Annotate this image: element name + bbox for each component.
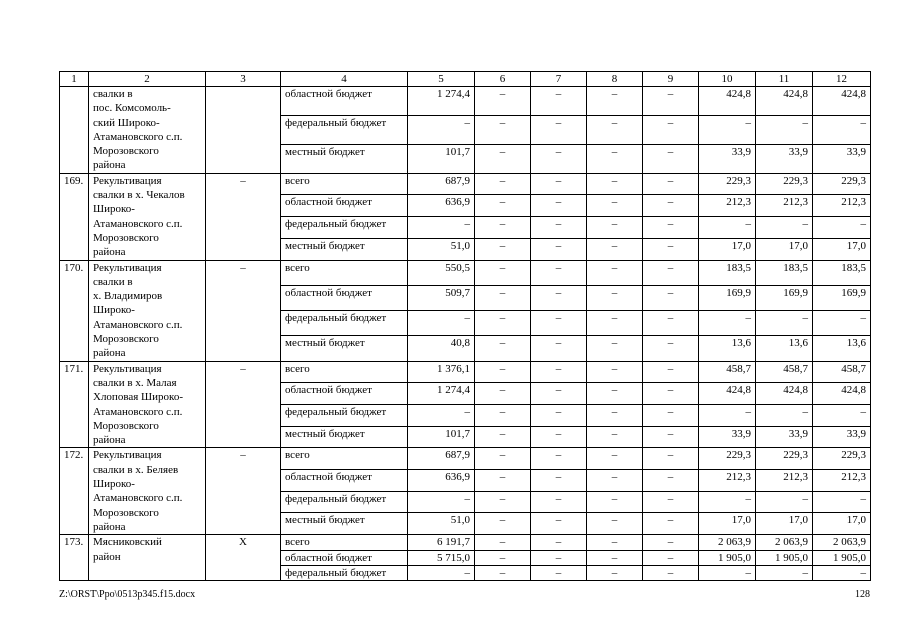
value-cell: – xyxy=(643,405,699,427)
item-name-line: свалки в xyxy=(93,275,133,288)
value-cell: 5 715,0 xyxy=(408,550,475,565)
item-name-line: район xyxy=(93,550,121,563)
value-cell: – xyxy=(643,361,699,383)
value-cell: 424,8 xyxy=(756,383,813,405)
item-name-line: Морозовского xyxy=(93,506,159,519)
value-cell: – xyxy=(643,173,699,195)
value-cell: 33,9 xyxy=(756,426,813,448)
item-name-line: ский Широко- xyxy=(93,116,160,129)
item-name-line: Атамановского с.п. xyxy=(93,217,183,230)
value-cell: – xyxy=(408,491,475,513)
value-cell: 2 063,9 xyxy=(813,535,871,550)
value-cell: – xyxy=(531,448,587,470)
funding-source: федеральный бюджет xyxy=(281,405,408,427)
value-cell: – xyxy=(531,491,587,513)
executor-cell: – xyxy=(206,361,281,448)
column-header: 11 xyxy=(756,72,813,87)
value-cell: – xyxy=(699,217,756,239)
value-cell: 636,9 xyxy=(408,195,475,217)
item-name-line: Рекультивация xyxy=(93,362,162,375)
value-cell: – xyxy=(531,361,587,383)
table-row xyxy=(60,87,871,116)
item-name-line: Атамановского с.п. xyxy=(93,130,183,143)
value-cell: – xyxy=(699,491,756,513)
value-cell: – xyxy=(587,238,643,260)
value-cell: – xyxy=(408,115,475,144)
value-cell: – xyxy=(408,565,475,580)
item-name-line: х. Владимиров xyxy=(93,290,163,303)
funding-source: местный бюджет xyxy=(281,238,408,260)
value-cell: – xyxy=(475,426,531,448)
value-cell: – xyxy=(475,144,531,173)
value-cell: 229,3 xyxy=(699,173,756,195)
item-number: 172. xyxy=(60,448,89,535)
value-cell: – xyxy=(587,217,643,239)
value-cell: 101,7 xyxy=(408,426,475,448)
value-cell: – xyxy=(531,144,587,173)
funding-source: областной бюджет xyxy=(281,383,408,405)
value-cell: 169,9 xyxy=(699,285,756,310)
funding-source: местный бюджет xyxy=(281,144,408,173)
value-cell: 17,0 xyxy=(756,513,813,535)
value-cell: – xyxy=(587,336,643,361)
funding-source: федеральный бюджет xyxy=(281,115,408,144)
item-name xyxy=(89,535,206,581)
value-cell: 169,9 xyxy=(813,285,871,310)
value-cell: 212,3 xyxy=(756,470,813,492)
item-name xyxy=(89,87,206,174)
table-row xyxy=(60,448,871,470)
value-cell: – xyxy=(643,195,699,217)
value-cell: – xyxy=(475,260,531,285)
value-cell: 229,3 xyxy=(813,173,871,195)
value-cell: – xyxy=(475,361,531,383)
value-cell: 424,8 xyxy=(813,87,871,116)
value-cell: – xyxy=(531,426,587,448)
item-name xyxy=(89,448,206,535)
table-row xyxy=(60,535,871,550)
funding-source: областной бюджет xyxy=(281,285,408,310)
value-cell: 550,5 xyxy=(408,260,475,285)
table-row xyxy=(60,173,871,195)
value-cell: 33,9 xyxy=(813,144,871,173)
item-name-line: Рекультивация xyxy=(93,174,162,187)
value-cell: – xyxy=(475,173,531,195)
value-cell: – xyxy=(587,260,643,285)
item-name-line: свалки в х. Беляев xyxy=(93,463,179,476)
value-cell: 17,0 xyxy=(699,513,756,535)
value-cell: – xyxy=(475,491,531,513)
item-name-line: свалки в xyxy=(93,88,133,100)
value-cell: 1 274,4 xyxy=(408,87,475,116)
value-cell: 229,3 xyxy=(813,448,871,470)
funding-source: федеральный бюджет xyxy=(281,491,408,513)
value-cell: – xyxy=(643,565,699,580)
table-row xyxy=(60,260,871,285)
value-cell: 13,6 xyxy=(756,336,813,361)
column-header: 8 xyxy=(587,72,643,87)
value-cell: – xyxy=(643,383,699,405)
value-cell: – xyxy=(813,491,871,513)
value-cell: 51,0 xyxy=(408,513,475,535)
value-cell: – xyxy=(699,311,756,336)
value-cell: 183,5 xyxy=(756,260,813,285)
item-name-line: района xyxy=(93,159,126,172)
value-cell: 17,0 xyxy=(699,238,756,260)
item-number: 171. xyxy=(60,361,89,448)
value-cell: – xyxy=(756,491,813,513)
value-cell: – xyxy=(475,405,531,427)
value-cell: – xyxy=(587,491,643,513)
value-cell: 424,8 xyxy=(813,383,871,405)
column-header: 6 xyxy=(475,72,531,87)
column-header: 10 xyxy=(699,72,756,87)
funding-source: федеральный бюджет xyxy=(281,311,408,336)
item-name-line: района xyxy=(93,246,126,259)
executor-cell: – xyxy=(206,260,281,361)
value-cell: – xyxy=(531,173,587,195)
item-name-line: Атамановского с.п. xyxy=(93,492,183,505)
value-cell: – xyxy=(531,383,587,405)
item-name-line: Широко- xyxy=(93,304,135,317)
value-cell: – xyxy=(813,311,871,336)
value-cell: 13,6 xyxy=(699,336,756,361)
value-cell: 1 905,0 xyxy=(699,550,756,565)
value-cell: 229,3 xyxy=(756,173,813,195)
value-cell: – xyxy=(643,550,699,565)
value-cell: – xyxy=(587,535,643,550)
item-name-line: района xyxy=(93,347,126,360)
value-cell: 1 905,0 xyxy=(756,550,813,565)
value-cell: – xyxy=(475,336,531,361)
value-cell: – xyxy=(475,550,531,565)
value-cell: – xyxy=(643,448,699,470)
value-cell: – xyxy=(475,470,531,492)
value-cell: – xyxy=(531,470,587,492)
value-cell: – xyxy=(531,565,587,580)
value-cell: 424,8 xyxy=(699,87,756,116)
column-header: 9 xyxy=(643,72,699,87)
value-cell: 212,3 xyxy=(756,195,813,217)
value-cell: – xyxy=(475,311,531,336)
value-cell: 17,0 xyxy=(813,513,871,535)
column-header: 3 xyxy=(206,72,281,87)
table-row xyxy=(60,361,871,383)
funding-source: областной бюджет xyxy=(281,470,408,492)
value-cell: – xyxy=(531,87,587,116)
item-name xyxy=(89,173,206,260)
value-cell: 33,9 xyxy=(699,426,756,448)
item-name-line: Атамановского с.п. xyxy=(93,405,183,418)
value-cell: 51,0 xyxy=(408,238,475,260)
value-cell: – xyxy=(643,535,699,550)
value-cell: – xyxy=(531,405,587,427)
funding-source: федеральный бюджет xyxy=(281,565,408,580)
value-cell: 33,9 xyxy=(813,426,871,448)
value-cell: – xyxy=(587,311,643,336)
value-cell: – xyxy=(475,565,531,580)
value-cell: – xyxy=(587,565,643,580)
value-cell: 458,7 xyxy=(813,361,871,383)
value-cell: 687,9 xyxy=(408,173,475,195)
value-cell: 212,3 xyxy=(699,195,756,217)
value-cell: 229,3 xyxy=(756,448,813,470)
item-name-line: района xyxy=(93,434,126,447)
value-cell: – xyxy=(643,115,699,144)
value-cell: – xyxy=(475,383,531,405)
value-cell: 17,0 xyxy=(813,238,871,260)
item-name-line: Широко- xyxy=(93,203,135,216)
column-header: 12 xyxy=(813,72,871,87)
value-cell: – xyxy=(475,513,531,535)
item-name-line: Атамановского с.п. xyxy=(93,318,183,331)
funding-source: всего xyxy=(281,361,408,383)
item-name-line: Хлоповая Широко- xyxy=(93,391,183,404)
value-cell: 1 274,4 xyxy=(408,383,475,405)
value-cell: – xyxy=(587,361,643,383)
value-cell: 183,5 xyxy=(813,260,871,285)
item-name-line: свалки в х. Малая xyxy=(93,376,177,389)
value-cell: – xyxy=(643,470,699,492)
item-name-line: Морозовского xyxy=(93,145,159,158)
value-cell: – xyxy=(587,144,643,173)
value-cell: 2 063,9 xyxy=(699,535,756,550)
value-cell: – xyxy=(531,260,587,285)
value-cell: 212,3 xyxy=(813,470,871,492)
funding-source: всего xyxy=(281,448,408,470)
value-cell: – xyxy=(531,195,587,217)
value-cell: – xyxy=(587,87,643,116)
value-cell: – xyxy=(587,550,643,565)
value-cell: – xyxy=(756,115,813,144)
value-cell: 17,0 xyxy=(756,238,813,260)
executor-cell: Х xyxy=(206,535,281,581)
item-number: 173. xyxy=(60,535,89,581)
funding-source: областной бюджет xyxy=(281,195,408,217)
item-number xyxy=(60,87,89,174)
value-cell: – xyxy=(531,513,587,535)
value-cell: 509,7 xyxy=(408,285,475,310)
value-cell: – xyxy=(531,311,587,336)
value-cell: – xyxy=(699,115,756,144)
value-cell: – xyxy=(756,311,813,336)
value-cell: – xyxy=(531,550,587,565)
page-number: 128 xyxy=(855,589,870,600)
value-cell: – xyxy=(587,513,643,535)
value-cell: – xyxy=(587,173,643,195)
value-cell: – xyxy=(643,260,699,285)
value-cell: – xyxy=(756,565,813,580)
value-cell: 101,7 xyxy=(408,144,475,173)
value-cell: – xyxy=(531,115,587,144)
value-cell: – xyxy=(643,311,699,336)
item-number: 170. xyxy=(60,260,89,361)
value-cell: 636,9 xyxy=(408,470,475,492)
funding-source: местный бюджет xyxy=(281,426,408,448)
value-cell: – xyxy=(756,217,813,239)
budget-table xyxy=(59,71,871,581)
value-cell: 40,8 xyxy=(408,336,475,361)
item-name-line: района xyxy=(93,520,126,533)
value-cell: – xyxy=(699,405,756,427)
item-name-line: Мясниковский xyxy=(93,536,162,549)
value-cell: – xyxy=(587,426,643,448)
value-cell: – xyxy=(587,405,643,427)
value-cell: – xyxy=(531,535,587,550)
value-cell: – xyxy=(813,405,871,427)
funding-source: местный бюджет xyxy=(281,513,408,535)
item-name-line: Рекультивация xyxy=(93,449,162,462)
value-cell: 13,6 xyxy=(813,336,871,361)
item-name-line: пос. Комсомоль- xyxy=(93,102,171,115)
value-cell: 458,7 xyxy=(699,361,756,383)
value-cell: 2 063,9 xyxy=(756,535,813,550)
column-header: 2 xyxy=(89,72,206,87)
value-cell: – xyxy=(643,144,699,173)
item-name xyxy=(89,260,206,361)
value-cell: – xyxy=(643,513,699,535)
value-cell: 183,5 xyxy=(699,260,756,285)
value-cell: – xyxy=(475,238,531,260)
item-number: 169. xyxy=(60,173,89,260)
value-cell: – xyxy=(643,285,699,310)
value-cell: – xyxy=(475,115,531,144)
value-cell: – xyxy=(643,426,699,448)
value-cell: 1 376,1 xyxy=(408,361,475,383)
value-cell: – xyxy=(475,195,531,217)
item-name-line: свалки в х. Чекалов xyxy=(93,189,185,202)
value-cell: – xyxy=(587,448,643,470)
value-cell: 6 191,7 xyxy=(408,535,475,550)
funding-source: областной бюджет xyxy=(281,550,408,565)
value-cell: – xyxy=(531,238,587,260)
value-cell: – xyxy=(643,491,699,513)
value-cell: – xyxy=(587,115,643,144)
column-header: 5 xyxy=(408,72,475,87)
value-cell: – xyxy=(587,470,643,492)
value-cell: – xyxy=(408,311,475,336)
value-cell: – xyxy=(408,405,475,427)
item-name-line: Морозовского xyxy=(93,333,159,346)
funding-source: всего xyxy=(281,173,408,195)
value-cell: – xyxy=(587,383,643,405)
value-cell: 169,9 xyxy=(756,285,813,310)
funding-source: федеральный бюджет xyxy=(281,217,408,239)
executor-cell: – xyxy=(206,448,281,535)
value-cell: – xyxy=(699,565,756,580)
executor-cell xyxy=(206,87,281,174)
value-cell: 687,9 xyxy=(408,448,475,470)
header-row xyxy=(60,72,871,87)
value-cell: – xyxy=(756,405,813,427)
column-header: 4 xyxy=(281,72,408,87)
value-cell: 1 905,0 xyxy=(813,550,871,565)
value-cell: – xyxy=(475,535,531,550)
value-cell: – xyxy=(531,217,587,239)
value-cell: – xyxy=(643,217,699,239)
value-cell: – xyxy=(475,217,531,239)
item-name-line: Морозовского xyxy=(93,231,159,244)
item-name-line: Морозовского xyxy=(93,419,159,432)
funding-source: всего xyxy=(281,260,408,285)
value-cell: – xyxy=(475,87,531,116)
item-name xyxy=(89,361,206,448)
value-cell: – xyxy=(531,336,587,361)
value-cell: – xyxy=(643,87,699,116)
value-cell: 424,8 xyxy=(699,383,756,405)
funding-source: местный бюджет xyxy=(281,336,408,361)
value-cell: – xyxy=(587,285,643,310)
value-cell: 212,3 xyxy=(699,470,756,492)
value-cell: 458,7 xyxy=(756,361,813,383)
value-cell: – xyxy=(643,238,699,260)
value-cell: – xyxy=(475,285,531,310)
value-cell: – xyxy=(531,285,587,310)
column-header: 7 xyxy=(531,72,587,87)
item-name-line: Широко- xyxy=(93,478,135,491)
value-cell: 33,9 xyxy=(756,144,813,173)
value-cell: – xyxy=(813,565,871,580)
value-cell: 229,3 xyxy=(699,448,756,470)
value-cell: – xyxy=(813,217,871,239)
value-cell: 424,8 xyxy=(756,87,813,116)
value-cell: 212,3 xyxy=(813,195,871,217)
value-cell: – xyxy=(587,195,643,217)
column-header: 1 xyxy=(60,72,89,87)
value-cell: – xyxy=(408,217,475,239)
file-path: Z:\ORST\Ppo\0513p345.f15.docx xyxy=(59,589,196,600)
funding-source: всего xyxy=(281,535,408,550)
funding-source: областной бюджет xyxy=(281,87,408,116)
item-name-line: Рекультивация xyxy=(93,261,162,274)
value-cell: – xyxy=(643,336,699,361)
value-cell: 33,9 xyxy=(699,144,756,173)
value-cell: – xyxy=(813,115,871,144)
executor-cell: – xyxy=(206,173,281,260)
value-cell: – xyxy=(475,448,531,470)
